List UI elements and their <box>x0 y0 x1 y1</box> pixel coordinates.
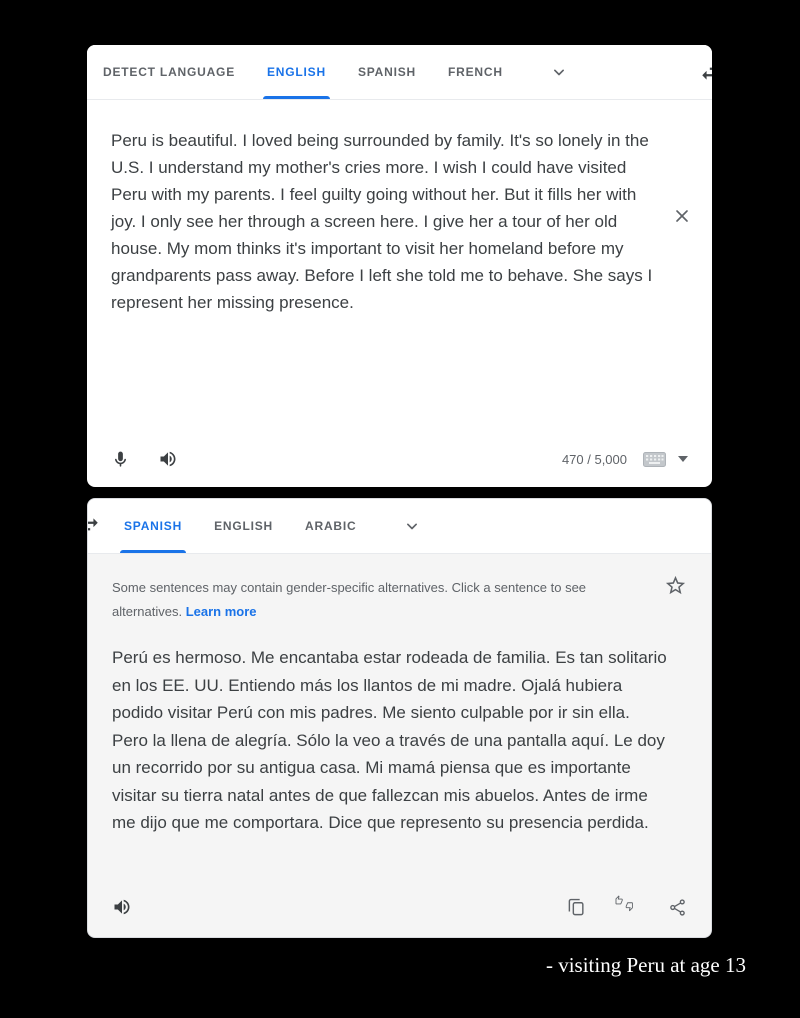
copy-translation-button[interactable] <box>567 897 586 918</box>
listen-translation-button[interactable] <box>112 897 132 917</box>
share-icon <box>668 897 687 918</box>
target-language-tabbar <box>88 499 711 554</box>
source-text-area[interactable] <box>87 127 712 316</box>
mic-icon <box>111 450 130 469</box>
source-text[interactable]: Peru is beautiful. I loved being surrounded by family. It's so lonely in the U.S. I understand my mother's cries more. I wish I could have visited Peru with my parents. I feel guilty going without her. But it fills her with joy. I only see her through a screen here. I give her a tour of her old house. My mom thinks it's important to visit her homeland before my grandparents pass away. Before I left she told me to behave. She says I represent her missing presence. <box>111 131 653 312</box>
swap-languages-button-2[interactable] <box>87 513 101 539</box>
mic-button[interactable] <box>111 450 130 469</box>
caption-text: - visiting Peru at age 13 <box>545 953 746 977</box>
learn-more-link[interactable]: Learn more <box>185 604 257 619</box>
tab-spanish-target[interactable]: SPANISH <box>108 499 198 553</box>
more-source-languages-button[interactable] <box>549 62 569 82</box>
tab-spanish-source[interactable]: SPANISH <box>357 65 417 79</box>
tab-english-target[interactable]: ENGLISH <box>214 519 274 533</box>
source-language-tabbar <box>87 45 712 100</box>
swap-languages-icon <box>699 59 712 85</box>
rate-translation-icon <box>612 895 642 919</box>
speaker-icon <box>112 897 132 917</box>
star-icon <box>664 574 687 597</box>
tab-arabic-target[interactable]: ARABIC <box>305 519 357 533</box>
tab-detect-language[interactable]: DETECT LANGUAGE <box>103 65 235 79</box>
more-target-languages-button[interactable] <box>402 516 422 536</box>
chevron-down-icon <box>549 62 569 82</box>
speaker-icon <box>158 449 178 469</box>
gender-notice-text: Some sentences may contain gender-specific alternatives. Click a sentence to see alternatives. Learn more <box>112 580 587 619</box>
keyboard-icon <box>643 452 666 467</box>
chevron-down-icon <box>402 516 422 536</box>
copy-icon <box>567 897 586 918</box>
save-translation-button[interactable] <box>664 574 687 597</box>
listen-source-button[interactable] <box>158 449 178 469</box>
caret-down-icon <box>678 456 688 462</box>
translation-text[interactable]: Perú es hermoso. Me encantaba estar rodeada de familia. Es tan solitario en los EE. UU. Entiendo más los llantos de mi madre. Ojalá hubiera podido visitar Perú con mis padres. Me siento culpable por ir sin ella. Pero la llena de alegría. Sólo la veo a través de una pantalla aquí. Le doy un recorrido por su antigua casa. Mi mamá piensa que es importante visitar su tierra natal antes de que fallezcan mis abuelos. Antes de irme me dijo que me comportara. Dice que represento su presencia perdida. <box>112 648 667 832</box>
clear-text-button[interactable] <box>670 204 694 228</box>
share-translation-button[interactable] <box>668 897 687 918</box>
target-panel <box>87 498 712 938</box>
swap-languages-icon <box>87 513 101 539</box>
virtual-keyboard-button[interactable] <box>643 452 688 467</box>
target-toolbar <box>112 895 687 919</box>
close-icon <box>672 206 692 226</box>
character-counter: 470 / 5,000 <box>561 451 627 467</box>
rate-translation-button[interactable] <box>612 895 642 919</box>
tab-french-source[interactable]: FRENCH <box>448 65 503 79</box>
tab-english-source[interactable]: ENGLISH <box>251 45 342 99</box>
gender-notice-bar <box>88 554 711 630</box>
source-panel <box>87 45 712 487</box>
swap-languages-button[interactable] <box>699 59 712 85</box>
source-toolbar <box>111 449 688 469</box>
